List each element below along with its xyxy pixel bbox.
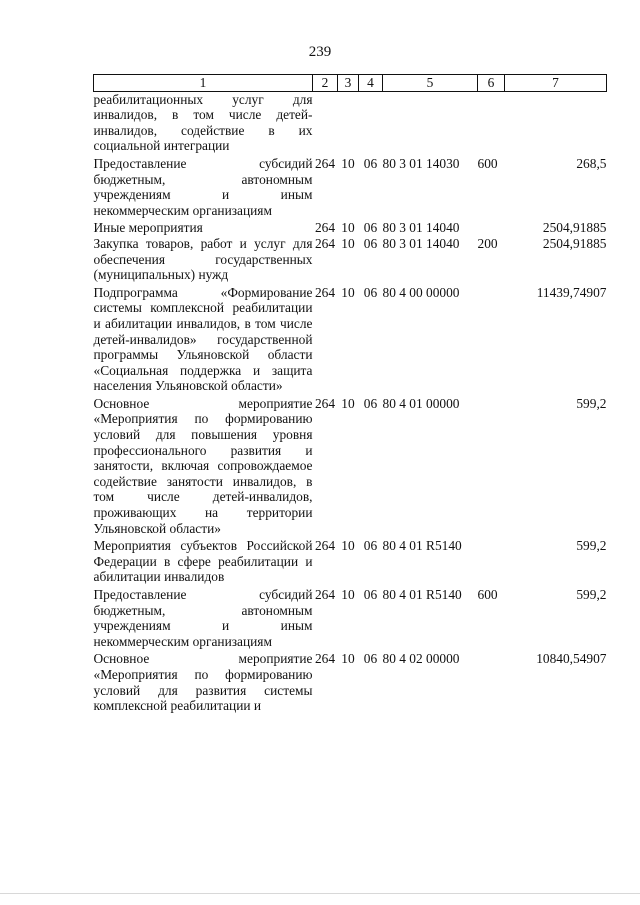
row-code-4: 06 (363, 538, 378, 554)
row-code-2: 264 (314, 155, 336, 171)
row-amount (505, 91, 607, 156)
row-description: реабилитационных услуг для инвалидов, в том числе детей-инвалидов, содействие в их социальной интеграции (93, 91, 313, 154)
table-row (94, 156, 607, 220)
col-header-2: 2 (313, 75, 338, 92)
row-code-6 (478, 651, 505, 713)
table-row (94, 91, 607, 156)
row-code-6 (478, 91, 505, 156)
row-code-5 (383, 91, 478, 156)
row-code-3 (338, 91, 359, 156)
table-row (94, 651, 607, 713)
row-amount: 10840,54907 (536, 651, 607, 667)
row-amount: 2504,91885 (542, 220, 607, 236)
row-code-2: 264 (314, 395, 336, 411)
table-row (94, 236, 607, 285)
col-header-1: 1 (94, 75, 313, 92)
row-code-5: 80 4 00 00000 (382, 284, 460, 300)
row-code-3: 10 (341, 587, 355, 602)
col-header-5: 5 (383, 75, 478, 92)
row-code-6 (478, 538, 505, 587)
row-description: Основное мероприятие «Мероприятия по формированию условий для повышения уровня профессионального развития и занятости, включая сопровождаемое содействие занятости инвалидов, в том числе детей-инвалидов, проживающих на территории Ульяновской области» (93, 395, 313, 536)
row-code-2: 264 (314, 651, 336, 667)
row-code-2: 264 (314, 220, 336, 236)
row-code-2 (313, 91, 338, 156)
row-code-3: 10 (341, 284, 355, 300)
col-header-7: 7 (505, 75, 607, 92)
budget-table (93, 74, 607, 714)
row-description: Основное мероприятие «Мероприятия по формированию условий для развития системы комплексной реабилитации и (93, 651, 313, 714)
row-code-5: 80 3 01 14030 (382, 155, 460, 171)
row-amount: 599,2 (576, 587, 607, 602)
row-amount: 599,2 (576, 395, 607, 411)
row-amount: 2504,91885 (542, 235, 607, 251)
scan-edge-line (0, 893, 640, 894)
row-code-4: 06 (363, 220, 378, 236)
row-code-5: 80 3 01 14040 (382, 235, 460, 251)
row-amount: 268,5 (576, 155, 607, 171)
row-code-2: 264 (314, 235, 336, 251)
row-code-6 (478, 285, 505, 396)
row-code-4: 06 (363, 155, 378, 171)
row-code-2: 264 (314, 284, 336, 300)
row-code-3: 10 (341, 538, 355, 554)
row-description: Предоставление субсидий бюджетным, автономным учреждениям и иным некоммерческим организациям (93, 155, 313, 218)
row-description: Предоставление субсидий бюджетным, автономным учреждениям и иным некоммерческим организациям (93, 587, 313, 649)
row-code-5: 80 4 01 R5140 (382, 538, 462, 554)
col-header-3: 3 (338, 75, 359, 92)
row-code-4: 06 (363, 284, 378, 300)
row-code-3: 10 (341, 651, 355, 667)
row-code-4: 06 (363, 651, 378, 667)
row-code-6: 200 (477, 235, 498, 251)
col-header-4: 4 (359, 75, 383, 92)
row-code-2: 264 (314, 538, 336, 554)
row-code-5: 80 4 02 00000 (382, 651, 460, 667)
row-code-4: 06 (363, 587, 378, 602)
row-code-4 (359, 91, 383, 156)
row-amount: 11439,74907 (536, 284, 607, 300)
table-row (94, 587, 607, 651)
row-code-5: 80 4 01 R5140 (382, 587, 462, 602)
row-code-3: 10 (341, 220, 355, 236)
table-row (94, 220, 607, 236)
row-code-6 (478, 220, 505, 236)
row-code-4: 06 (363, 235, 378, 251)
row-description: Иные мероприятия (93, 220, 203, 236)
row-code-6 (478, 396, 505, 538)
row-description: Закупка товаров, работ и услуг для обеспечения государственных (муниципальных) нужд (93, 235, 313, 283)
row-code-3: 10 (341, 395, 355, 411)
row-code-2: 264 (314, 587, 336, 602)
table-row (94, 396, 607, 538)
row-code-6: 600 (477, 587, 498, 602)
row-code-3: 10 (341, 235, 355, 251)
row-code-6: 600 (477, 155, 498, 171)
row-description: Мероприятия субъектов Российской Федерации в сфере реабилитации и абилитации инвалидов (93, 538, 313, 585)
col-header-6: 6 (478, 75, 505, 92)
row-code-4: 06 (363, 395, 378, 411)
table-row (94, 285, 607, 396)
row-code-5: 80 4 01 00000 (382, 395, 460, 411)
row-code-3: 10 (341, 155, 355, 171)
row-code-5: 80 3 01 14040 (382, 220, 460, 236)
table-row (94, 538, 607, 587)
row-amount: 599,2 (576, 538, 607, 554)
page-number: 239 (308, 44, 332, 60)
table-header-row (94, 75, 607, 92)
row-description: Подпрограмма «Формирование системы комплексной реабилитации и абилитации инвалидов, в том числе детей-инвалидов» государственной программы Ульяновской области «Социальная поддержка и защита населения Ульяновской области» (93, 284, 313, 394)
